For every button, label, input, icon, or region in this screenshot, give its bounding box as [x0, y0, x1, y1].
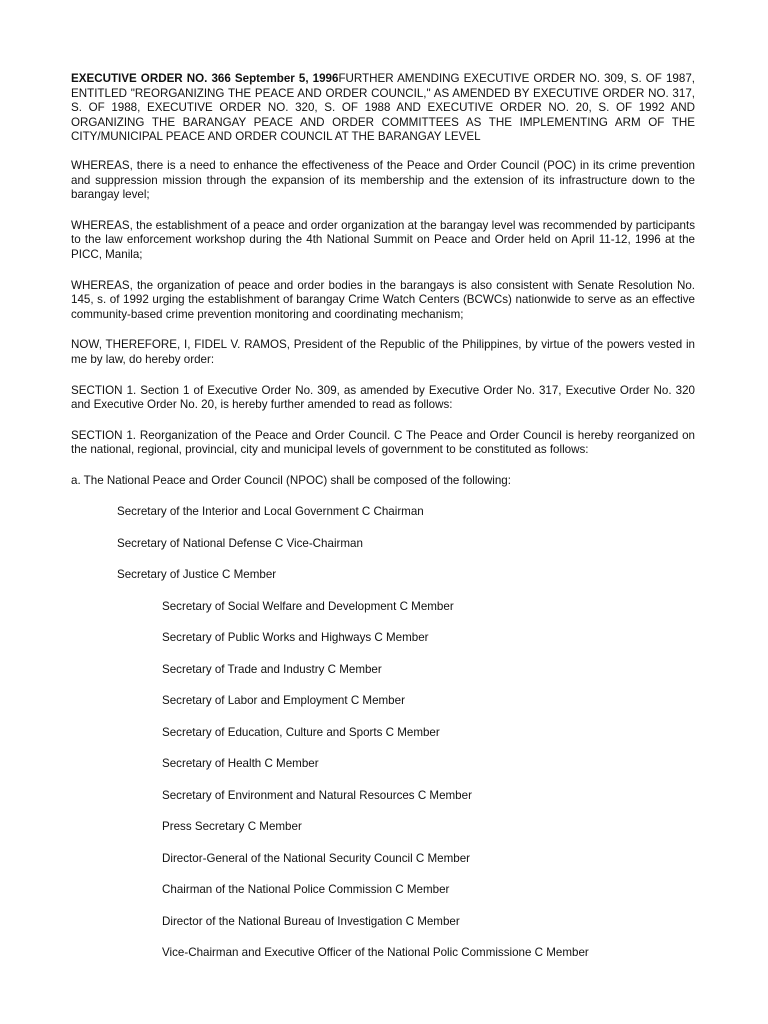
whereas-paragraph-1: WHEREAS, there is a need to enhance the effectiveness of the Peace and Order Council (POC) in its crime prevention and suppression mission through the expansion of its membership and the extension of its infrastructure down to the barangay level; — [71, 158, 695, 202]
npoc-list-intro: a. The National Peace and Order Council (NPOC) shall be composed of the following: — [71, 473, 511, 487]
section-1-amendment: SECTION 1. Section 1 of Executive Order No. 309, as amended by Executive Order No. 317, Executive Order No. 320 and Executive Order No. 20, is hereby further amended to read as follows: — [71, 383, 695, 412]
whereas-paragraph-2: WHEREAS, the establishment of a peace and order organization at the barangay level was recommended by participants to the law enforcement workshop during the 4th National Summit on Peace and Order held on April 11-12, 1996 at the PICC, Manila; — [71, 218, 695, 261]
list-item: Director-General of the National Security Council C Member — [162, 851, 470, 865]
list-item: Secretary of Education, Culture and Sports C Member — [162, 725, 440, 739]
list-item: Secretary of Labor and Employment C Member — [162, 694, 405, 708]
list-item: Press Secretary C Member — [162, 820, 302, 834]
list-item: Secretary of the Interior and Local Government C Chairman — [117, 505, 424, 519]
section-1-reorganization: SECTION 1. Reorganization of the Peace and Order Council. C The Peace and Order Council is hereby reorganized on the national, regional, provincial, city and municipal levels of government to be constituted as follows: — [71, 428, 695, 457]
list-item: Secretary of Justice C Member — [117, 568, 277, 582]
whereas-paragraph-3: WHEREAS, the organization of peace and order bodies in the barangays is also consistent with Senate Resolution No. 145, s. of 1992 urging the establishment of barangay Crime Watch Centers (BCWCs) nationwide to serve as an effective community-based crime prevention monitoring and coordinating mechanism; — [71, 278, 695, 321]
npoc-member-list — [71, 505, 695, 978]
list-item: Secretary of Trade and Industry C Member — [162, 662, 382, 676]
document-title — [71, 72, 695, 145]
list-item: Chairman of the National Police Commission C Member — [162, 883, 450, 897]
list-item: Secretary of Health C Member — [162, 757, 319, 771]
list-item: Secretary of National Defense C Vice-Chairman — [117, 536, 363, 550]
list-item: Director of the National Bureau of Investigation C Member — [162, 914, 460, 928]
list-item: Secretary of Environment and Natural Resources C Member — [162, 788, 472, 802]
title-heading: EXECUTIVE ORDER NO. 366 September 5, 1996 — [71, 72, 339, 85]
document-page — [71, 72, 695, 978]
order-clause: NOW, THEREFORE, I, FIDEL V. RAMOS, President of the Republic of the Philippines, by virtue of the powers vested in me by law, do hereby order: — [71, 338, 695, 366]
list-item: Secretary of Social Welfare and Development C Member — [162, 599, 454, 613]
list-item: Vice-Chairman and Executive Officer of the National Polic Commissione C Member — [162, 946, 589, 960]
list-item: Secretary of Public Works and Highways C Member — [162, 631, 429, 645]
title-subject: FURTHER AMENDING EXECUTIVE ORDER NO. 309, S. OF 1987, ENTITLED "REORGANIZING THE PEACE AND ORDER COUNCIL," AS AMENDED BY EXECUTIVE ORDER NO. 317, S. OF 1988, EXECUTIVE ORDER NO. 320, S. OF 1988 AND EXECUTIVE ORDER NO. 20, S. OF 1992 AND ORGANIZING THE BARANGAY PEACE AND ORDER COMMITTEES AS THE IMPLEMENTING ARM OF THE CITY/MUNICIPAL PEACE AND ORDER COUNCIL AT THE BARANGAY LEVEL — [71, 72, 695, 144]
